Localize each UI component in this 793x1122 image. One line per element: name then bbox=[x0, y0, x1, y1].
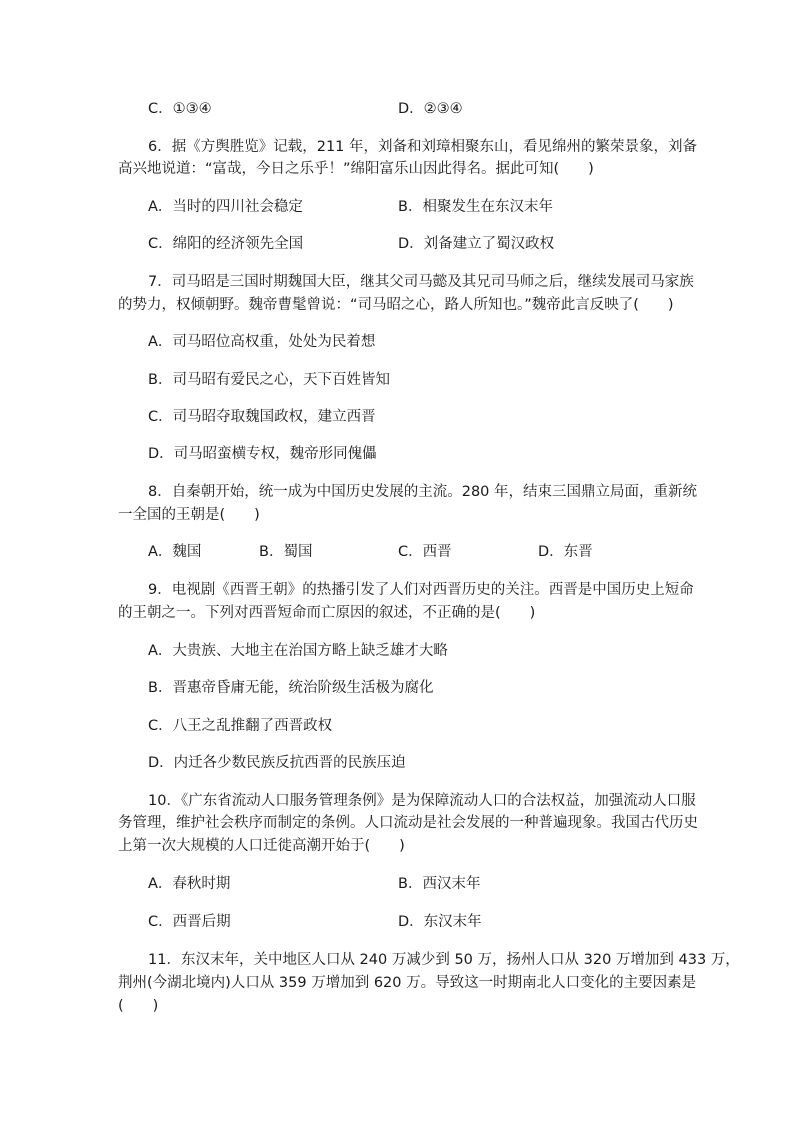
q7-option-a[interactable]: A．司马昭位高权重，处处为民着想 bbox=[148, 334, 376, 350]
q10-option-d[interactable]: D．东汉末年 bbox=[398, 914, 482, 930]
q8-stem-line1: 8．自秦朝开始，统一成为中国历史发展的主流。280 年，结束三国鼎立局面，重新统 bbox=[148, 484, 698, 500]
q6-option-a[interactable]: A．当时的四川社会稳定 bbox=[148, 199, 303, 215]
q8-option-a[interactable]: A．魏国 bbox=[148, 544, 202, 560]
q5-option-c[interactable]: C．①③④ bbox=[148, 101, 212, 117]
q7-stem-line2: 的势力，权倾朝野。魏帝曹髦曾说：“司马昭之心，路人所知也。”魏帝此言反映了( ) bbox=[118, 297, 674, 313]
q10-option-a[interactable]: A．春秋时期 bbox=[148, 876, 231, 892]
q8-stem-line2: 一全国的王朝是( ) bbox=[118, 507, 260, 523]
q6-option-b[interactable]: B．相聚发生在东汉末年 bbox=[398, 199, 553, 215]
q9-stem-line2: 的王朝之一。下列对西晋短命而亡原因的叙述，不正确的是( ) bbox=[118, 605, 536, 621]
q9-option-b[interactable]: B．晋惠帝昏庸无能，统治阶级生活极为腐化 bbox=[148, 680, 434, 696]
q6-stem-line1: 6．据《方舆胜览》记载，211 年，刘备和刘璋相聚东山，看见绵州的繁荣景象，刘备 bbox=[148, 139, 698, 155]
q8-option-b[interactable]: B．蜀国 bbox=[259, 544, 313, 560]
q11-stem-line3: ( ) bbox=[118, 998, 159, 1014]
q6-option-d[interactable]: D．刘备建立了蜀汉政权 bbox=[398, 236, 555, 252]
q9-option-a[interactable]: A．大贵族、大地主在治国方略上缺乏雄才大略 bbox=[148, 643, 448, 659]
q7-option-c[interactable]: C．司马昭夺取魏国政权，建立西晋 bbox=[148, 409, 376, 425]
q7-option-d[interactable]: D．司马昭蛮横专权，魏帝形同傀儡 bbox=[148, 446, 377, 462]
q10-stem-line2: 务管理，维护社会秩序而制定的条例。人口流动是社会发展的一种普遍现象。我国古代历史 bbox=[118, 815, 698, 831]
q9-option-d[interactable]: D．内迁各少数民族反抗西晋的民族压迫 bbox=[148, 755, 406, 771]
q10-option-c[interactable]: C．西晋后期 bbox=[148, 914, 231, 930]
q11-stem-line1: 11．东汉末年，关中地区人口从 240 万减少到 50 万，扬州人口从 320 万增加到 433 万， bbox=[148, 952, 740, 968]
q10-stem-line3: 上第一次大规模的人口迁徙高潮开始于( ) bbox=[118, 838, 405, 854]
q10-option-b[interactable]: B．西汉末年 bbox=[398, 876, 481, 892]
q5-option-d[interactable]: D．②③④ bbox=[398, 101, 463, 117]
q6-option-c[interactable]: C．绵阳的经济领先全国 bbox=[148, 236, 304, 252]
q8-option-d[interactable]: D．东晋 bbox=[538, 544, 593, 560]
q6-stem-line2: 高兴地说道：“富哉，今日之乐乎！”绵阳富乐山因此得名。据此可知( ) bbox=[118, 161, 594, 177]
q7-stem-line1: 7．司马昭是三国时期魏国大臣，继其父司马懿及其兄司马师之后，继续发展司马家族 bbox=[148, 274, 694, 290]
q8-option-c[interactable]: C．西晋 bbox=[398, 544, 452, 560]
q11-stem-line2: 荆州(今湖北境内)人口从 359 万增加到 620 万。导致这一时期南北人口变化的主要因素是 bbox=[118, 975, 697, 991]
q9-stem-line1: 9．电视剧《西晋王朝》的热播引发了人们对西晋历史的关注。西晋是中国历史上短命 bbox=[148, 582, 694, 598]
q10-stem-line1: 10．《广东省流动人口服务管理条例》是为保障流动人口的合法权益，加强流动人口服 bbox=[148, 793, 696, 809]
q9-option-c[interactable]: C．八王之乱推翻了西晋政权 bbox=[148, 718, 333, 734]
q7-option-b[interactable]: B．司马昭有爱民之心，天下百姓皆知 bbox=[148, 372, 390, 388]
